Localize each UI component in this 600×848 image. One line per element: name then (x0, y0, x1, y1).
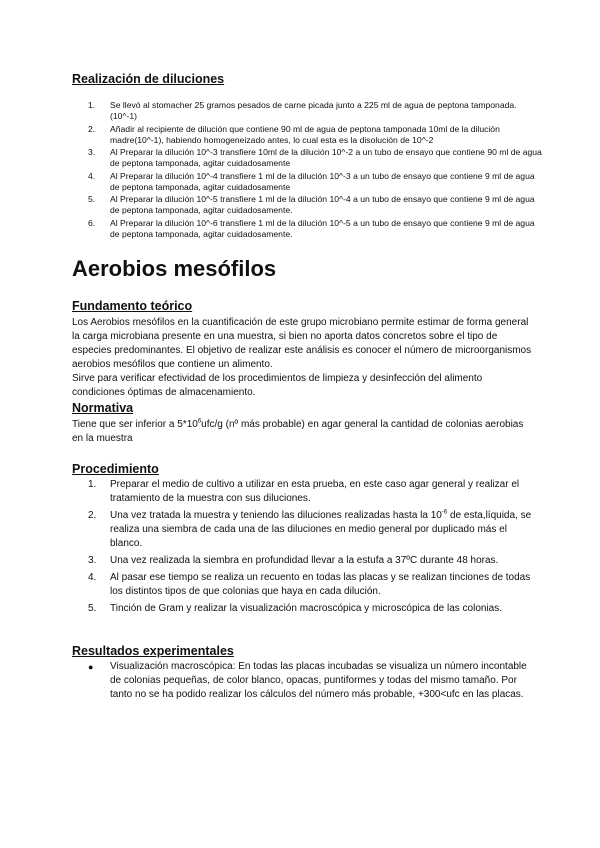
list-text: Al Preparar la dilución 10^-3 transfiere 10ml de la dilución 10^-2 a un tubo de ensayo que contiene 90 ml de agua de peptona tamponada, agitar cuidadosamente (110, 147, 542, 168)
list-number: 3. (88, 147, 96, 157)
list-item (72, 194, 542, 216)
list-number: 2. (88, 510, 97, 521)
dilutions-heading: Realización de diluciones (72, 72, 225, 86)
procedimiento-list (72, 478, 532, 619)
list-text: Tinción de Gram y realizar la visualización macroscópica y microscópica de las colonias. (110, 603, 503, 614)
fundamento-paragraph: Los Aerobios mesófilos en la cuantificación de este grupo microbiano permite estimar de forma general la carga microbiana presente en una muestra, si bien no aporta datos concretos sobre el tipo de especies predominantes. El objetivo de realizar este análisis es conocer el número de microorganismos aerobios mesófilos que contiene un alimento. (72, 317, 532, 370)
list-item (72, 571, 532, 599)
section-title: Aerobios mesófilos (72, 256, 277, 281)
list-item (72, 554, 532, 568)
resultados-list (72, 660, 532, 702)
normativa-paragraph (72, 418, 532, 446)
list-item (72, 478, 532, 506)
list-text: Al Preparar la dilución 10^-4 transfiere 1 ml de la dilución 10^-3 a un tubo de ensayo que contiene 9 ml de agua de peptona tamponada, agitar cuidadosamente (110, 170, 535, 192)
list-number: 2. (88, 123, 96, 134)
list-text: Al pasar ese tiempo se realiza un recuento en todas las placas y se realizan tinciones de todas los distintos tipos de que colonias que haya en cada dilución. (110, 572, 531, 597)
list-item (72, 509, 532, 551)
list-item (72, 171, 542, 193)
list-number: 5. (88, 194, 96, 204)
procedimiento-heading: Procedimiento (72, 462, 159, 476)
normativa-exponent: 6 (197, 418, 202, 425)
list-number: 4. (88, 170, 96, 181)
list-item (72, 602, 532, 616)
bullet-icon: ● (88, 662, 94, 672)
list-item (72, 218, 542, 240)
list-item (72, 100, 542, 122)
list-text: Una vez tratada la muestra y teniendo las diluciones realizadas hasta la 10 (110, 510, 442, 521)
resultados-heading: Resultados experimentales (72, 644, 234, 658)
list-text: Una vez realizada la siembra en profundidad llevar a la estufa a 37ºC durante 48 horas. (110, 555, 499, 566)
list-exponent: -6 (441, 509, 448, 516)
list-item (72, 660, 532, 702)
list-number: 6. (88, 217, 96, 228)
list-text: Añadir al recipiente de dilución que contiene 90 ml de agua de peptona tamponada 10ml de la dilución madre(10^-1), habiendo homogeneizado antes, lo cual esta es la disolución de 10^-2 (110, 123, 500, 145)
list-text: Visualización macroscópica: En todas las placas incubadas se visualiza un número incontable de colonias pequeñas, de color blanco, opacas, puntiformes y todas del mismo tamaño. Por tanto no se ha podido realizar los cálculos del número más probable, +300<ufc en las placas. (110, 661, 527, 700)
fundamento-heading: Fundamento teórico (72, 299, 193, 313)
list-text: Preparar el medio de cultivo a utilizar en esta prueba, en este caso agar general y realizar el tratamiento de la muestra con sus diluciones. (110, 479, 520, 504)
list-item (72, 147, 542, 169)
dilutions-list (72, 100, 542, 241)
list-number: 4. (88, 572, 97, 583)
list-number: 1. (88, 100, 96, 110)
normativa-text-rest: ufc/g (nº más probable) en agar general la cantidad de colonias aerobias en la muestra (72, 419, 524, 444)
list-text: Se llevó al stomacher 25 gramos pesados de carne picada junto a 225 ml de agua de peptona tamponada. (10^-1) (110, 100, 517, 121)
normativa-heading: Normativa (72, 401, 134, 415)
list-item (72, 124, 542, 146)
list-text-rest: de esta,líquida, se realiza una siembra de cada una de las diluciones en medio general por duplicado más el blanco. (110, 510, 532, 549)
list-number: 3. (88, 555, 97, 566)
normativa-text: Tiene que ser inferior a 5*10 (72, 419, 198, 430)
fundamento-paragraph-2: Sirve para verificar efectividad de los procedimientos de limpieza y desinfección del alimento condiciones óptimas de almacenamiento. (72, 373, 483, 398)
list-number: 1. (88, 479, 97, 490)
list-number: 5. (88, 603, 97, 614)
list-text: Al Preparar la dilución 10^-5 transfiere 1 ml de la dilución 10^-4 a un tubo de ensayo que contiene 9 ml de agua de peptona tamponada, agitar cuidadosamente. (110, 194, 535, 215)
list-text: Al Preparar la dilución 10^-6 transfiere 1 ml de la dilución 10^-5 a un tubo de ensayo que contiene 9 ml de agua de peptona tamponada, agitar cuidadosamente. (110, 217, 535, 239)
